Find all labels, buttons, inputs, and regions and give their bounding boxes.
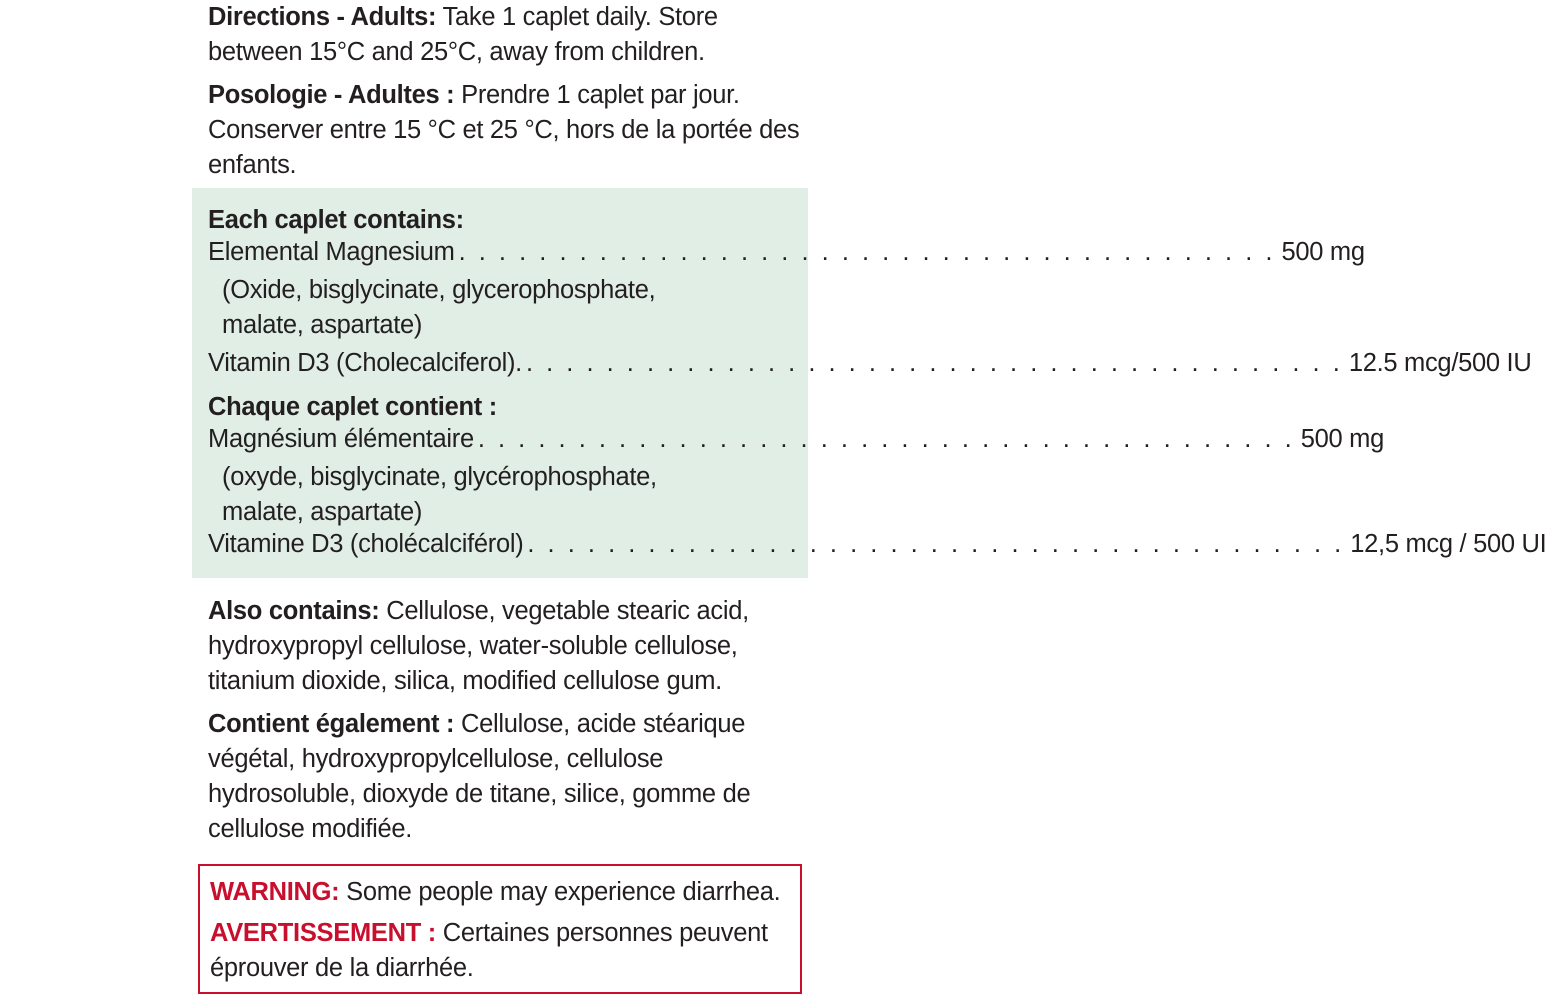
also-contains-en-text: Cellulose, vegetable stearic acid, hydroxypropyl cellulose, water-soluble cellulose, titanium dioxide, silica, modified cellulose gum. [208,597,749,695]
ingredient-row [208,425,1384,460]
ingredient-amount: 500 mg [1281,238,1365,266]
ingredient-name: Vitamin D3 (Cholecalciferol). [208,349,522,377]
ingredient-source: (Oxide, bisglycinate, glycerophosphate, [222,276,656,304]
warning-fr [210,916,790,986]
warning-en-label: WARNING: [210,878,340,906]
leader-dots: . . . . . . . . . . . . . . . . . . . . . . . . . . . . . . . . . . . . . . . . . [477,425,1295,453]
directions-en-text: Take 1 caplet daily. Store between 15°C and 25°C, away from children. [208,3,718,66]
directions-fr [208,78,808,183]
directions-en [208,0,808,70]
ingredient-name: Magnésium élémentaire [208,425,474,453]
ingredient-row [208,530,1546,565]
also-contains-en-label: Also contains: [208,597,380,625]
warning-box [198,864,802,994]
warning-en [210,875,790,910]
warning-en-text: Some people may experience diarrhea. [339,878,781,906]
directions-fr-label: Posologie - Adultes : [208,81,455,109]
leader-dots: . . . . . . . . . . . . . . . . . . . . . . . . . . . . . . . . . . . . . . . . . [527,530,1345,558]
also-contains-fr [208,707,808,847]
directions-fr-text: Prendre 1 caplet par jour. Conserver entre 15 °C et 25 °C, hors de la portée des enfants. [208,81,800,179]
ingredient-source: malate, aspartate) [222,311,423,339]
ingredient-source: (oxyde, bisglycinate, glycérophosphate, [222,463,657,491]
also-contains-section [208,594,808,847]
ingredient-amount: 12.5 mcg/500 IU [1348,349,1532,377]
ingredient-row [208,349,1532,384]
directions-en-label: Directions - Adults: [208,3,437,31]
also-contains-fr-label: Contient également : [208,710,455,738]
ingredient-name: Vitamine D3 (cholécalciférol) [208,530,524,558]
ingredient-source: malate, aspartate) [222,498,423,526]
ingredient-amount: 500 mg [1300,425,1384,453]
leader-dots: . . . . . . . . . . . . . . . . . . . . . . . . . . . . . . . . . . . . . . . . . [525,349,1343,377]
facts-heading-en: Each caplet contains: [208,206,464,234]
also-contains-fr-text: Cellulose, acide stéarique végétal, hydroxypropylcellulose, cellulose hydrosoluble, dioxyde de titane, silice, gomme de cellulose modifiée. [208,710,751,843]
also-contains-en [208,594,808,699]
facts-heading-fr: Chaque caplet contient : [208,393,497,421]
ingredient-amount: 12,5 mcg / 500 UI [1350,530,1546,558]
directions-section [208,0,808,183]
warning-fr-text: Certaines personnes peuvent éprouver de la diarrhée. [210,919,768,982]
leader-dots: . . . . . . . . . . . . . . . . . . . . . . . . . . . . . . . . . . . . . . . . . [458,238,1276,266]
warning-fr-label: AVERTISSEMENT : [210,919,436,947]
ingredient-row [208,238,1365,273]
supplement-facts-box [192,188,1546,578]
ingredient-name: Elemental Magnesium [208,238,455,266]
